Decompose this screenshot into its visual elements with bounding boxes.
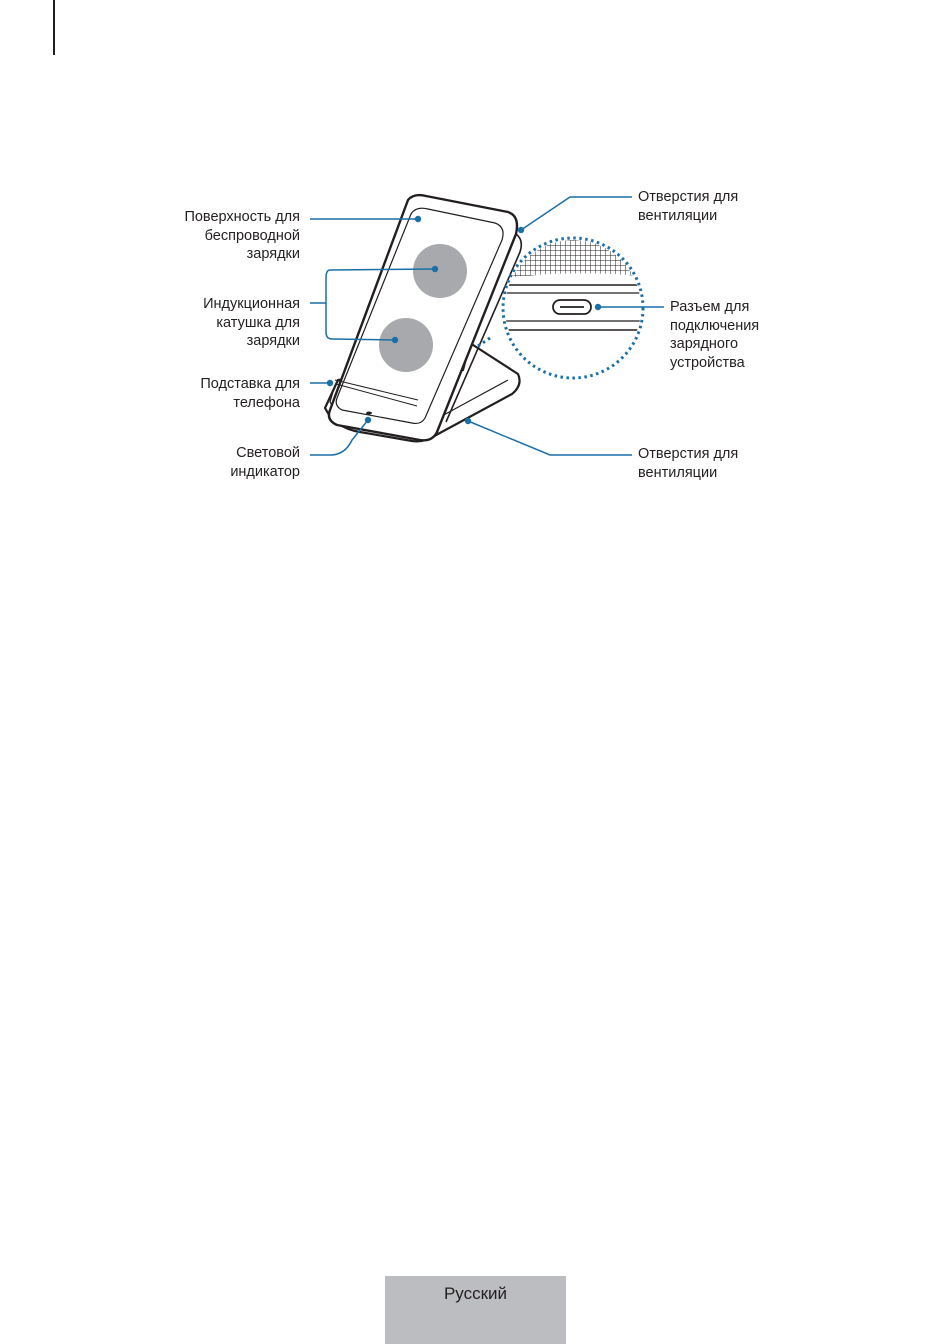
label-vent-top: Отверстия для вентиляции (638, 189, 739, 224)
induction-coil-bottom (379, 318, 433, 372)
label-induction-coil: Индукционная катушка для зарядки (203, 296, 300, 349)
label-charger-port: Разъем для подключения зарядного устройства (670, 299, 760, 371)
language-label: Русский (443, 1284, 508, 1303)
language-tab (385, 1276, 566, 1344)
led-indicator (366, 412, 372, 415)
label-phone-stand: Подставка для телефона (200, 376, 300, 411)
label-charging-surface: Поверхность для беспроводной зарядки (184, 209, 300, 262)
label-led-indicator: Световой индикатор (230, 445, 300, 480)
induction-coil-top (413, 244, 467, 298)
label-vent-bottom: Отверстия для вентиляции (638, 446, 739, 481)
